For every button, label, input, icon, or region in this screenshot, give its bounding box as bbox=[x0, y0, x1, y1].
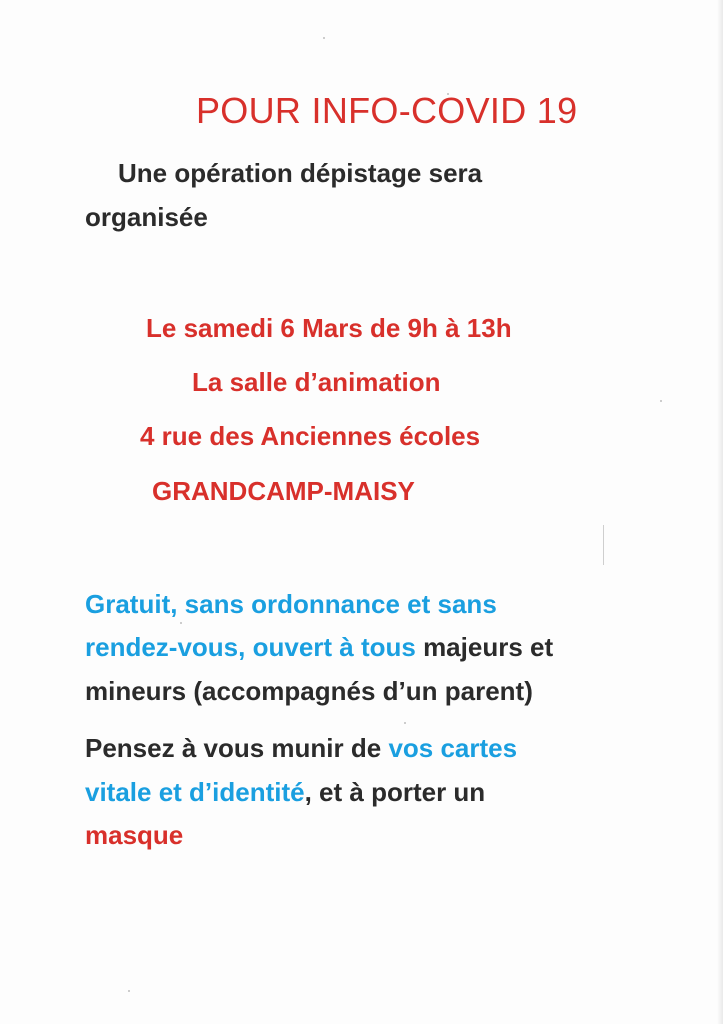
scan-speck bbox=[128, 990, 130, 992]
scan-speck bbox=[323, 37, 325, 39]
info-line-4 bbox=[85, 733, 517, 764]
info-line-4-dark: Pensez à vous munir de bbox=[85, 733, 389, 763]
info-line-4-blue: vos cartes bbox=[388, 733, 518, 763]
page-edge-shadow bbox=[717, 0, 723, 1024]
info-line-6-red: masque bbox=[85, 820, 184, 850]
scan-speck bbox=[660, 400, 662, 402]
page-title: POUR INFO-COVID 19 bbox=[196, 90, 578, 131]
event-address: 4 rue des Anciennes écoles bbox=[140, 421, 481, 451]
event-city: GRANDCAMP-MAISY bbox=[152, 476, 415, 506]
intro-line-2: organisée bbox=[85, 202, 208, 232]
info-line-5 bbox=[85, 777, 485, 808]
info-line-1-text: Gratuit, sans ordonnance et sans bbox=[85, 589, 497, 619]
info-line-2 bbox=[85, 632, 553, 663]
info-line-2-blue: rendez-vous, ouvert à tous bbox=[85, 632, 416, 662]
info-line-3 bbox=[85, 676, 533, 707]
scan-streak bbox=[603, 525, 604, 565]
info-line-6 bbox=[85, 820, 183, 851]
scan-speck bbox=[404, 722, 406, 724]
info-line-5-blue: vitale et d’identité bbox=[85, 777, 305, 807]
scan-speck bbox=[180, 622, 182, 624]
event-date: Le samedi 6 Mars de 9h à 13h bbox=[146, 313, 512, 343]
event-place: La salle d’animation bbox=[192, 367, 441, 397]
info-line-1 bbox=[85, 589, 497, 620]
info-line-2-dark: majeurs et bbox=[415, 632, 554, 662]
intro-line-1: Une opération dépistage sera bbox=[118, 158, 483, 188]
info-line-5-dark: , et à porter un bbox=[304, 777, 486, 807]
info-line-3-text: mineurs (accompagnés d’un parent) bbox=[85, 676, 533, 706]
